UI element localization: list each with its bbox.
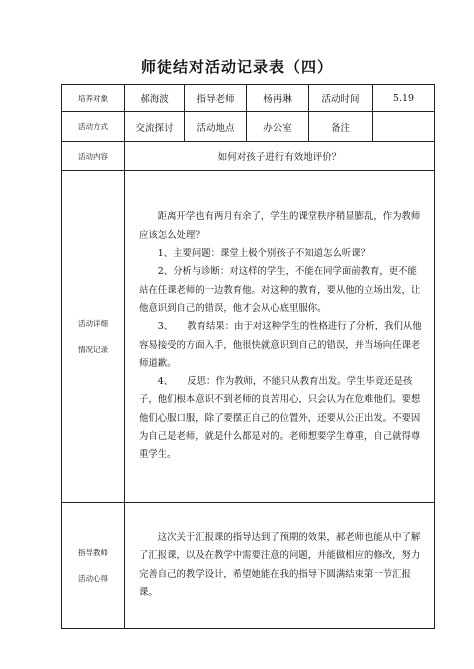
trainee-name: 郝海波 <box>125 85 185 112</box>
trainee-label: 培养对象 <box>62 85 125 112</box>
details-label-line1: 活动详细 <box>78 318 108 328</box>
time-label: 活动时间 <box>309 85 373 112</box>
reflection-text: 这次关于汇报课的指导达到了预期的效果，郝老师也能从中了解了汇报课，以及在教学中需要注意的问题，并能做相应的修改，努力完善自己的教学设计，希望她能在我的指导下圆满结束第一节汇报课。 <box>139 531 421 598</box>
reflection-label-line1: 指导教师 <box>78 547 108 557</box>
mode-value: 交流探讨 <box>125 112 185 142</box>
details-paragraph: 2、分析与诊断：对这样的学生，不能在同学面前教育，更不能站在任课老师的一边教育他。对这种的教育，要从他的立场出发，让他意识到自己的错误，他才会从心底里服你。 <box>139 266 421 314</box>
place-label: 活动地点 <box>185 112 247 142</box>
info-row-2 <box>62 112 435 142</box>
content-row <box>62 142 435 171</box>
content-label: 活动内容 <box>62 142 125 171</box>
reflection-row <box>62 503 435 629</box>
reflection-label-line2: 活动心得 <box>78 573 108 583</box>
details-paragraph: 3、 教育结果：由于对这种学生的性格进行了分析，我们从他容易接受的方面入手，他很快就意识到自己的错误，并当场向任课老师道歉。 <box>139 321 422 369</box>
details-paragraph: 4、 反思：作为教师，不能只从教育出发。学生毕竟还是孩子，他们根本意识不到老师的良苦用心，只会认为在危难他们。要想他们心服口服，除了要摆正自己的位置外，还要从公正出发。不要因为自己是老师，就是什么都是对的。老师想要学生尊重，自己就得尊重学生。 <box>139 376 421 461</box>
time-value: 5.19 <box>373 85 435 112</box>
details-paragraph: 距离开学也有两月有余了，学生的课堂秩序稍显膨乱，作为教师应该怎么处理？ <box>139 211 421 241</box>
note-label: 备注 <box>309 112 373 142</box>
details-body <box>125 171 435 503</box>
note-value <box>373 112 435 142</box>
reflection-label <box>62 503 125 629</box>
details-paragraph: 1、主要问题：课堂上极个别孩子不知道怎么听课？ <box>157 248 371 260</box>
place-value: 办公室 <box>247 112 309 142</box>
details-label <box>62 171 125 503</box>
mentor-name: 杨再琳 <box>247 85 309 112</box>
mentor-label: 指导老师 <box>185 85 247 112</box>
activity-record-table <box>61 84 435 629</box>
page-title: 师徒结对活动记录表（四） <box>140 58 333 76</box>
mode-label: 活动方式 <box>62 112 125 142</box>
info-row-1 <box>62 85 435 112</box>
reflection-body <box>125 503 435 629</box>
content-value: 如何对孩子进行有效地评价？ <box>125 142 435 171</box>
details-row <box>62 171 435 503</box>
details-label-line2: 情况记录 <box>78 344 108 354</box>
